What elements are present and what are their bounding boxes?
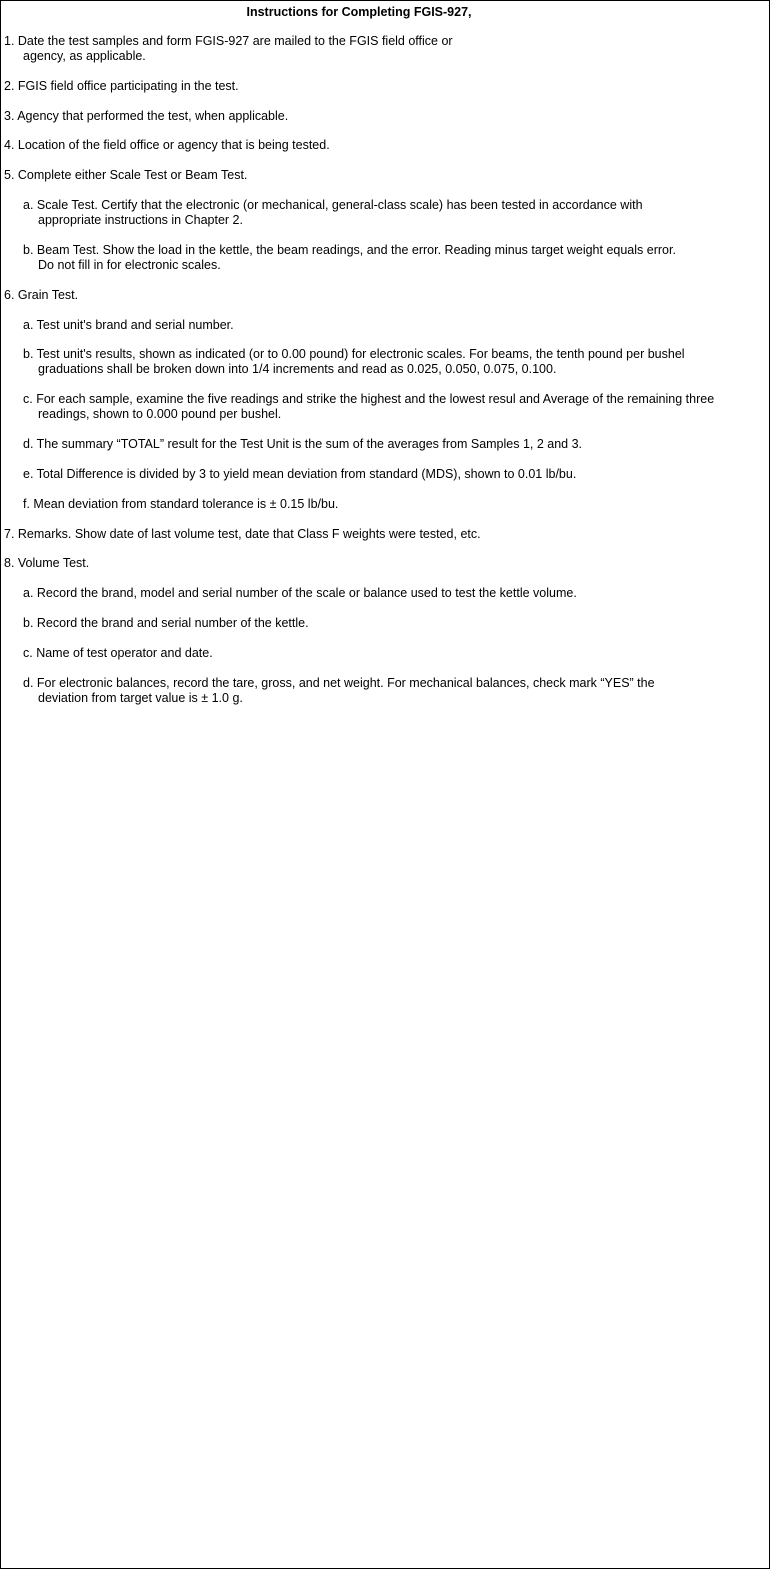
instruction-8: 8. Volume Test. (4, 556, 90, 570)
instruction-8d: d. For electronic balances, record the tare, gross, and net weight. For mechanical balances, check mark “YES” the (23, 676, 655, 690)
instruction-8a: a. Record the brand, model and serial number of the scale or balance used to test the kettle volume. (23, 586, 577, 600)
instruction-8c: c. Name of test operator and date. (23, 646, 213, 660)
instruction-5b: b. Beam Test. Show the load in the kettle, the beam readings, and the error. Reading minus target weight equals error. (23, 243, 676, 257)
instruction-6e: e. Total Difference is divided by 3 to yield mean deviation from standard (MDS), shown to 0.01 lb/bu. (23, 467, 577, 481)
instruction-6d: d. The summary “TOTAL” result for the Test Unit is the sum of the averages from Samples 1, 2 and 3. (23, 437, 583, 451)
instruction-6c: c. For each sample, examine the five readings and strike the highest and the lowest resul and Average of the remaining three (23, 392, 715, 406)
instruction-7: 7. Remarks. Show date of last volume test, date that Class F weights were tested, etc. (4, 527, 481, 541)
instruction-4: 4. Location of the field office or agency that is being tested. (4, 138, 330, 152)
instruction-5a: a. Scale Test. Certify that the electronic (or mechanical, general-class scale) has been tested in accordance with (23, 198, 643, 212)
instruction-1-continued: agency, as applicable. (23, 49, 146, 63)
instruction-5: 5. Complete either Scale Test or Beam Test. (4, 168, 248, 182)
instruction-1: 1. Date the test samples and form FGIS-927 are mailed to the FGIS field office or (4, 34, 453, 48)
instruction-8b: b. Record the brand and serial number of the kettle. (23, 616, 309, 630)
instruction-6a: a. Test unit's brand and serial number. (23, 318, 234, 332)
instruction-6: 6. Grain Test. (4, 288, 79, 302)
instruction-6b-continued: graduations shall be broken down into 1/4 increments and read as 0.025, 0.050, 0.075, 0.100. (38, 362, 557, 376)
instruction-2: 2. FGIS field office participating in the test. (4, 79, 239, 93)
instruction-6f: f. Mean deviation from standard tolerance is ± 0.15 lb/bu. (23, 497, 339, 511)
instruction-5a-continued: appropriate instructions in Chapter 2. (38, 213, 243, 227)
page-title: Instructions for Completing FGIS-927, (246, 5, 472, 19)
instruction-6b: b. Test unit's results, shown as indicated (or to 0.00 pound) for electronic scales. For beams, the tenth pound per bushel (23, 347, 685, 361)
instruction-3: 3. Agency that performed the test, when applicable. (4, 109, 289, 123)
instruction-5b-continued: Do not fill in for electronic scales. (38, 258, 221, 272)
instruction-8d-continued: deviation from target value is ± 1.0 g. (38, 691, 243, 705)
instruction-6c-continued: readings, shown to 0.000 pound per bushel. (38, 407, 282, 421)
